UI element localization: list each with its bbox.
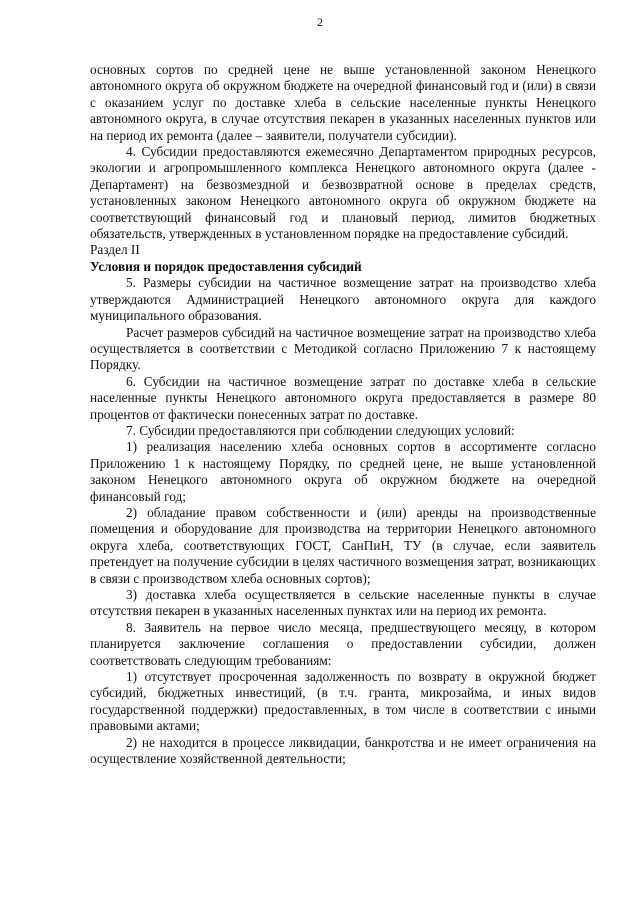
paragraph: 4. Субсидии предоставляются ежемесячно Департаментом природных ресурсов, экологии и агропромышленного комплекса Ненецкого автономного округа (далее - Департамент) на безвозмездной и безвозвратной основе в пределах средств, установленных законом Ненецкого автономного округа об окружном бюджете на соответствующий финансовый год и плановый период, лимитов бюджетных обязательств, утвержденных в установленном порядке на предоставление субсидий. bbox=[90, 144, 596, 242]
paragraph: 7. Субсидии предоставляются при соблюдении следующих условий: bbox=[126, 422, 515, 438]
paragraphs-bottom bbox=[90, 275, 596, 767]
document-body bbox=[90, 62, 596, 767]
paragraph: 6. Субсидии на частичное возмещение затрат по доставке хлеба в сельские населенные пункты Ненецкого автономного округа предоставляется в размере 80 процентов от фактически понесенных затрат по доставке. bbox=[90, 373, 596, 422]
page-number: 2 bbox=[317, 15, 323, 29]
paragraph: 8. Заявитель на первое число месяца, предшествующего месяцу, в котором планируется заключение соглашения о предоставлении субсидии, должен соответствовать следующим требованиям: bbox=[90, 619, 596, 668]
paragraph: 3) доставка хлеба осуществляется в сельские населенные пункты в случае отсутствия пекарен в указанных населенных пунктах или на период их ремонта. bbox=[90, 587, 596, 619]
section-heading: Раздел II bbox=[90, 242, 140, 258]
paragraph: Расчет размеров субсидий на частичное возмещение затрат на производство хлеба осуществляется в соответствии с Методикой согласно Приложению 7 к настоящему Порядку. bbox=[90, 324, 596, 373]
section-title: Условия и порядок предоставления субсидий bbox=[90, 258, 362, 274]
paragraph: 2) не находится в процессе ликвидации, банкротства и не имеет ограничения на осуществление хозяйственной деятельности; bbox=[90, 734, 596, 767]
paragraph: 2) обладание правом собственности и (или) аренды на производственные помещения и оборудование для производства на территории Ненецкого автономного округа хлеба, соответствующих ГОСТ, СанПиН, ТУ (в случае, если заявитель претендует на получение субсидии в целях частичного возмещения затрат, возникающих в связи с производством хлеба основных сортов); bbox=[90, 504, 596, 586]
paragraph: 5. Размеры субсидии на частичное возмещение затрат на производство хлеба утверждаются Администрацией Ненецкого автономного округа для каждого муниципального образования. bbox=[90, 275, 596, 324]
paragraphs-top bbox=[90, 62, 596, 242]
paragraph: 1) отсутствует просроченная задолженность по возврату в окружной бюджет субсидий, бюджетных инвестиций, (в т.ч. гранта, микрозайма, и иных видов государственной поддержки) предоставленных, в том числе в соответствии с иными правовыми актами; bbox=[90, 669, 596, 734]
paragraph: основных сортов по средней цене не выше установленной законом Ненецкого автономного округа об окружном бюджете на очередной финансовый год и (или) в связи с оказанием услуг по доставке хлеба в сельские населенные пункты Ненецкого автономного округа, в случае отсутствия пекарен в указанных населенных пунктов или на период их ремонта (далее – заявители, получатели субсидии). bbox=[90, 62, 596, 143]
paragraph: 1) реализация населению хлеба основных сортов в ассортименте согласно Приложению 1 к настоящему Порядку, по средней цене, не выше установленной законом Ненецкого автономного округа об окружном бюджете на очередной финансовый год; bbox=[90, 439, 596, 504]
